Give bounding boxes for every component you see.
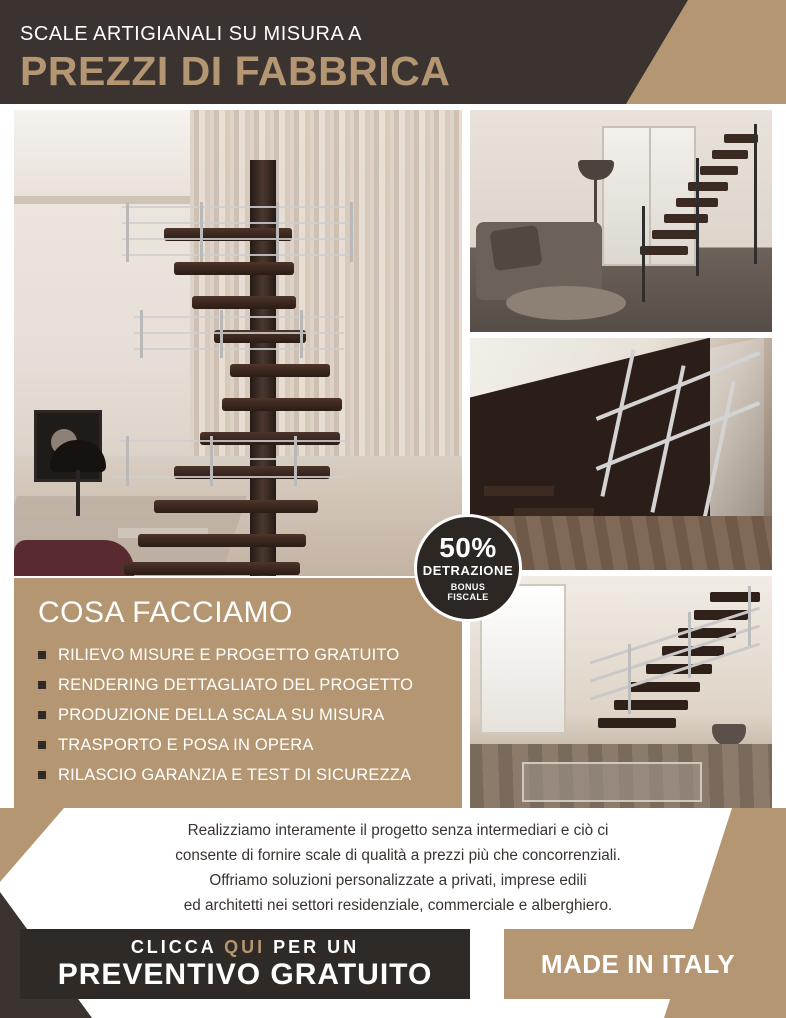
paragraph-line: Offriamo soluzioni personalizzate a privati, imprese edili — [209, 872, 587, 889]
description-paragraph — [110, 818, 686, 918]
services-title: COSA FACCIAMO — [38, 596, 293, 629]
made-in-italy-badge — [504, 929, 772, 999]
badge-sub-line1: BONUS — [450, 581, 486, 592]
badge-percent: 50% — [439, 531, 497, 563]
service-item: RILASCIO GARANZIA E TEST DI SICUREZZA — [38, 766, 442, 785]
cta-quote-button[interactable] — [20, 929, 470, 999]
services-list — [38, 646, 442, 785]
paragraph-line: ed architetti nei settori residenziale, commerciale e alberghiero. — [183, 897, 613, 914]
page-title: PREZZI DI FABBRICA — [20, 48, 451, 94]
badge-sub-label — [447, 582, 488, 602]
cta-bottom-line: PREVENTIVO GRATUITO — [57, 957, 433, 991]
paragraph-line: Realizziamo interamente il progetto senza intermediari e ciò ci — [187, 822, 609, 839]
cta-top-after: PER UN — [265, 936, 360, 957]
service-item: RENDERING DETTAGLIATO DEL PROGETTO — [38, 676, 442, 695]
main-staircase-photo — [14, 110, 462, 576]
header-kicker: SCALE ARTIGIANALI SU MISURA A — [20, 23, 363, 45]
badge-sub-line2: FISCALE — [447, 591, 489, 602]
living-room-stair-photo — [470, 110, 772, 332]
cta-top-line — [131, 937, 359, 958]
service-item: PRODUZIONE DELLA SCALA SU MISURA — [38, 706, 442, 725]
page-header — [0, 0, 786, 104]
header-diagonal-accent — [626, 0, 786, 104]
discount-badge — [414, 514, 522, 622]
railing-detail-photo — [470, 338, 772, 570]
made-in-italy-label: MADE IN ITALY — [540, 948, 736, 979]
badge-detrazione-label: DETRAZIONE — [422, 562, 514, 578]
services-panel — [14, 578, 462, 808]
modern-interior-stair-photo — [470, 576, 772, 808]
cta-top-highlight: QUI — [224, 936, 266, 957]
paragraph-line: consente di fornire scale di qualità a prezzi più che concorrenziali. — [175, 847, 621, 864]
header-text-block — [20, 22, 450, 94]
cta-top-before: CLICCA — [130, 936, 225, 957]
service-item: TRASPORTO E POSA IN OPERA — [38, 736, 442, 755]
service-item: RILIEVO MISURE E PROGETTO GRATUITO — [38, 646, 442, 665]
